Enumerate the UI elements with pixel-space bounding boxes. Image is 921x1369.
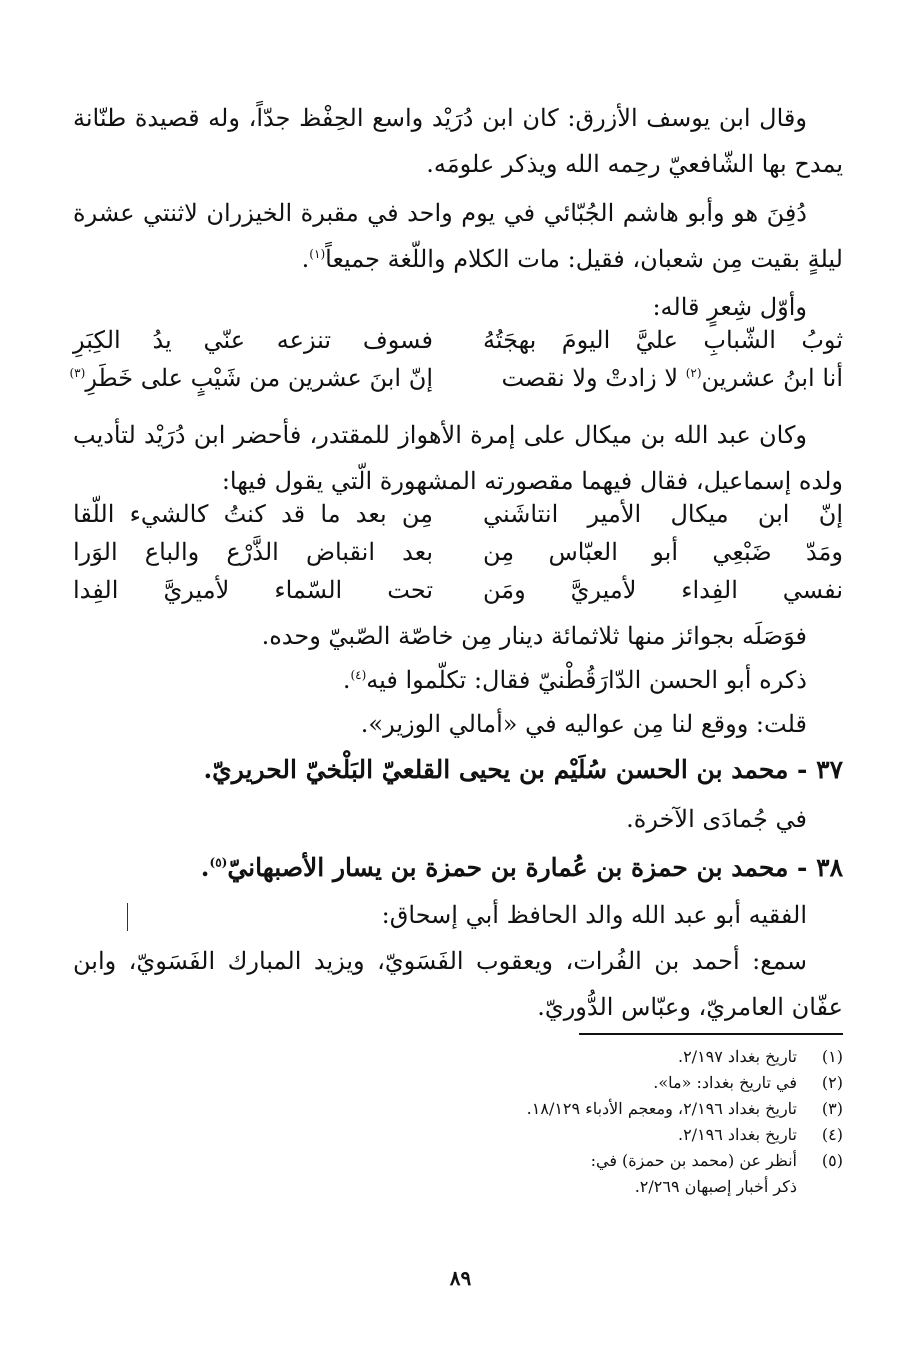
footnote-ref: (٣) (69, 366, 86, 380)
footnote-item (73, 1148, 843, 1174)
footnote-number: (١) (821, 1047, 843, 1066)
verse-first-hemistich: نفسي الفِداء لأميريَّ ومَن (483, 576, 843, 604)
poem-verse (73, 538, 843, 576)
footnote-text: تاريخ بغداد ٢/١٩٧. (677, 1047, 797, 1066)
paragraph-ibn-mikal (73, 412, 843, 504)
paragraph-daraqutni (73, 658, 843, 702)
poem-verse (73, 576, 843, 614)
footnote-text: في تاريخ بغداد: «ما». (653, 1073, 797, 1092)
paragraph-group-after-poem (73, 614, 843, 746)
paragraph-reward: فوَصَلَه بجوائز منها ثلاثمائة دينار مِن خاصّة الصّبيّ وحده. (261, 622, 807, 650)
verse-second-hemistich (69, 364, 433, 392)
entry-heading-38 (73, 848, 843, 888)
footnote-ref: (١) (309, 247, 326, 261)
verse-first-hemistich: إنّ ابن ميكال الأمير انتاشَني (483, 500, 843, 528)
footnote-text: تاريخ بغداد ٢/١٩٦. (677, 1125, 797, 1144)
entry-heading-37: ٣٧ - محمد بن الحسن سُلَيْم بن يحيى القلعيّ البَلْخيّ الحريريّ. (203, 755, 843, 784)
poem-verse (69, 364, 843, 402)
entry-heading-text: ٣٨ - محمد بن حمزة بن عُمارة بن حمزة بن يسار الأصبهانيّ (227, 853, 843, 882)
footnote-number: (٤) (821, 1125, 843, 1144)
paragraph-text: وكان عبد الله بن ميكال على إمرة الأهواز للمقتدر، فأحضر ابن دُرَيْد لتأديب ولده إسماعيل، فقال فيهما مقصورته المشهورة الّتي يقول فيها: (73, 421, 843, 495)
verse-second-hemistich: بعد انقباض الذَّرْع والباع الوَرا (73, 538, 433, 566)
poem-verse (73, 500, 843, 538)
paragraph-burial (73, 190, 843, 282)
verse-first-hemistich: ثوبُ الشّبابِ عليَّ اليومَ بهجَتُهُ (483, 326, 843, 354)
paragraph-entry-37-date (73, 796, 843, 842)
poem-first (69, 326, 843, 402)
verse-first-hemistich (483, 364, 843, 392)
paragraph-sami: سمع: أحمد بن الفُرات، ويعقوب الفَسَويّ، ويزيد المبارك الفَسَويّ، وابن عفّان العامريّ، وعبّاس الدُّوريّ. (73, 947, 843, 1021)
footnote-item (73, 1070, 843, 1096)
paragraph-faqih: الفقيه أبو عبد الله والد الحافظ أبي إسحاق: (381, 901, 807, 929)
paragraph-first-poem-intro (73, 284, 843, 330)
poem-verse (73, 326, 843, 364)
footnote-number: (٢) (821, 1073, 843, 1092)
poem-maqsura (73, 500, 843, 614)
margin-mark (127, 903, 128, 931)
paragraph-body: دُفِنَ هو وأبو هاشم الجُبّائي في يوم واحد في مقبرة الخيزران لاثنتي عشرة ليلةٍ بقيت مِن شعبان، فقيل: مات الكلام واللّغة جميعاً (73, 199, 843, 273)
footnote-number: (٣) (821, 1099, 843, 1118)
footnote-item-continuation (73, 1174, 843, 1200)
verse-second-hemistich: مِن بعد ما قد كنتُ كالشيء اللّقا (73, 500, 433, 528)
footnote-item (73, 1122, 843, 1148)
paragraph-entry-38-body (73, 892, 843, 1030)
footnote-separator (579, 1033, 843, 1035)
paragraph-ibn-yusuf (73, 95, 843, 187)
verse-second-hemistich: فسوف تنزعه عنّي يدُ الكِبَرِ (73, 326, 433, 354)
footnote-text: تاريخ بغداد ٢/١٩٦، ومعجم الأدباء ١٨/١٢٩. (526, 1099, 797, 1118)
verse-text: أنا ابنُ عشرين (701, 364, 843, 392)
paragraph-text: في جُمادَى الآخرة. (626, 805, 807, 833)
paragraph-end: . (342, 666, 351, 694)
page-number: ٨٩ (449, 1266, 472, 1290)
verse-text-tail: لا زادتْ ولا نقصت (501, 364, 686, 392)
footnote-ref: (٥) (209, 855, 228, 870)
footnote-ref: (٤) (350, 668, 367, 682)
paragraph-text: وقال ابن يوسف الأزرق: كان ابن دُرَيْد واسع الحِفْظ جدّاً، وله قصيدة طنّانة يمدح بها الشّافعيّ رحِمه الله ويذكر علومَه. (73, 104, 843, 178)
paragraph-qultu: قلت: ووقع لنا مِن عواليه في «أمالي الوزير». (360, 710, 807, 738)
footnote-text: أنظر عن (محمد بن حمزة) في: (590, 1151, 797, 1170)
verse-first-hemistich: ومَدّ ضَبْعِي أبو العبّاس مِن (483, 538, 843, 566)
verse-text: إنّ ابنَ عشرين من شَيْبٍ على خَطَرِ (85, 364, 433, 392)
verse-second-hemistich: تحت السّماء لأميريَّ الفِدا (73, 576, 433, 604)
paragraph-text (73, 190, 843, 282)
footnote-item (73, 1096, 843, 1122)
footnote-ref: (٢) (685, 366, 702, 380)
footnote-item (73, 1044, 843, 1070)
paragraph-end: . (301, 245, 310, 273)
footnotes (73, 1044, 843, 1200)
entry-heading-end: . (200, 853, 210, 882)
paragraph-body: ذكره أبو الحسن الدّارَقُطْنيّ فقال: تكلّموا فيه (366, 666, 807, 694)
footnote-text: ذكر أخبار إصبهان ٢/٢٦٩. (634, 1177, 797, 1196)
footnote-number: (٥) (821, 1151, 843, 1170)
paragraph-text: وأوّل شِعرٍ قاله: (652, 293, 807, 321)
